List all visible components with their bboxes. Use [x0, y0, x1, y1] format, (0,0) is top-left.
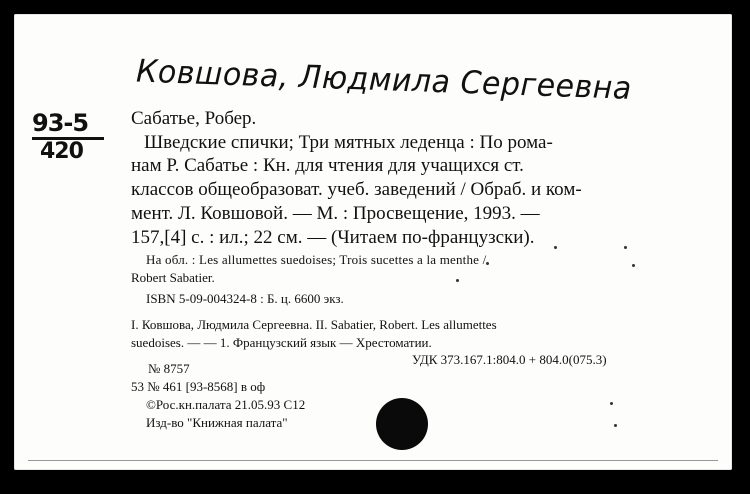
title-line: Шведские спички; Три мятных леденца : По рома- [144, 132, 553, 153]
ink-speck [456, 279, 459, 282]
shelf-mark [30, 109, 116, 169]
ink-speck [486, 262, 489, 265]
ink-speck [610, 402, 613, 405]
tracing-line: I. Ковшова, Людмила Сергеевна. II. Sabatier, Robert. Les allumettes [131, 317, 497, 332]
shelf-mark-bottom: 420 [40, 139, 83, 164]
title-line: 157,[4] с. : ил.; 22 см. — (Читаем по-французски). [131, 227, 535, 248]
isbn-line: ISBN 5-09-004324-8 : Б. ц. 6600 экз. [146, 291, 344, 306]
card-number: № 8757 [148, 361, 190, 376]
scan-artifact-line [28, 460, 718, 461]
tracing-line: suedoises. — — 1. Французский язык — Хрестоматии. [131, 335, 432, 350]
registration-line: 53 № 461 [93-8568] в оф [131, 379, 266, 394]
shelf-mark-top: 93-5 [32, 109, 89, 137]
note-line: Robert Sabatier. [131, 270, 215, 285]
title-line: нам Р. Сабатье : Кн. для чтения для учащихся ст. [131, 155, 524, 176]
ink-speck [614, 424, 617, 427]
catalog-card [14, 14, 732, 470]
ink-speck [632, 264, 635, 267]
punch-hole [376, 398, 428, 450]
note-line: На обл. : Les allumettes suedoises; Trois sucettes a la menthe / [146, 252, 487, 267]
registration-line: ©Рос.кн.палата 21.05.93 С12 [146, 397, 306, 412]
ink-speck [554, 246, 557, 249]
registration-line: Изд-во "Книжная палата" [146, 415, 288, 430]
handwritten-name-text: Ковшова, Людмила Сергеевна [135, 53, 633, 108]
title-line: мент. Л. Ковшовой. — М. : Просвещение, 1993. — [131, 203, 540, 224]
ink-speck [624, 246, 627, 249]
udk-code: УДК 373.167.1:804.0 + 804.0(075.3) [412, 352, 607, 367]
title-line: классов общеобразоват. учеб. заведений / Обраб. и ком- [131, 179, 582, 200]
author-heading: Сабатье, Робер. [131, 108, 257, 129]
